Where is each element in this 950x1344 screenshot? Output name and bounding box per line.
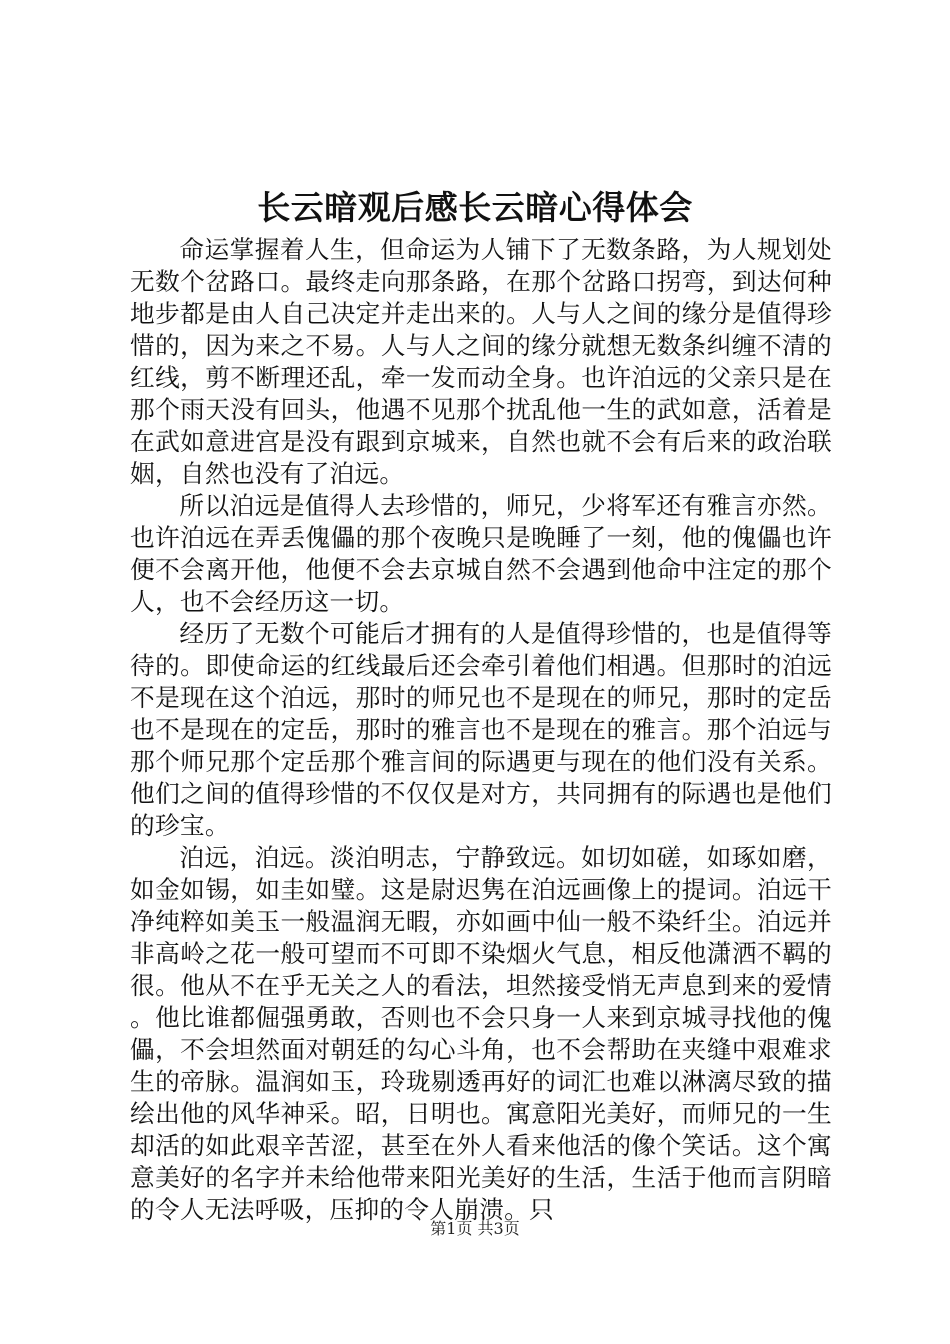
document-title: 长云暗观后感长云暗心得体会 (257, 188, 693, 227)
paragraph-2: 所以泊远是值得人去珍惜的，师兄，少将军还有雅言亦然。也许泊远在弄丢傀儡的那个夜晚只是晚睡了一刻，他的傀儡也许便不会离开他，他便不会去京城自然不会遇到他命中注定的那个人，也不会经历这一切。 (130, 491, 832, 616)
paragraph-3: 经历了无数个可能后才拥有的人是值得珍惜的，也是值得等待的。即使命运的红线最后还会牵引着他们相遇。但那时的泊远不是现在这个泊远，那时的师兄也不是现在的师兄，那时的定岳也不是现在的定岳，那时的雅言也不是现在的雅言。那个泊远与那个师兄那个定岳那个雅言间的际遇更与现在的他们没有关系。他们之间的值得珍惜的不仅仅是对方，共同拥有的际遇也是他们的珍宝。 (130, 619, 832, 840)
paragraph-4: 泊远，泊远。淡泊明志，宁静致远。如切如磋，如琢如磨，如金如锡，如圭如璧。这是尉迟隽在泊远画像上的提词。泊远干净纯粹如美玉一般温润无暇，亦如画中仙一般不染纤尘。泊远并非高岭之花一般可望而不可即不染烟火气息，相反他潇洒不羁的很。他从不在乎无关之人的看法，坦然接受悄无声息到来的爱情。他比谁都倔强勇敢，否则也不会只身一人来到京城寻找他的傀儡，不会坦然面对朝廷的勾心斗角，也不会帮助在夹缝中艰难求生的帝脉。温润如玉，玲珑剔透再好的词汇也难以淋漓尽致的描绘出他的风华神采。昭，日明也。寓意阳光美好，而师兄的一生却活的如此艰辛苦涩，甚至在外人看来他活的像个笑话。这个寓意美好的名字并未给他带来阳光美好的生活，生活于他而言阴暗的令人无法呼吸，压抑的令人崩溃。只 (130, 843, 832, 1224)
document-body (130, 234, 832, 1226)
page-footer: 第1页 共3页 (430, 1219, 520, 1238)
paragraph-1: 命运掌握着人生，但命运为人铺下了无数条路，为人规划处无数个岔路口。最终走向那条路，在那个岔路口拐弯，到达何种地步都是由人自己决定并走出来的。人与人之间的缘分是值得珍惜的，因为来之不易。人与人之间的缘分就想无数条纠缠不清的红线，剪不断理还乱，牵一发而动全身。也许泊远的父亲只是在那个雨天没有回头，他遇不见那个扰乱他一生的武如意，活着是在武如意进宫是没有跟到京城来，自然也就不会有后来的政治联姻，自然也没有了泊远。 (130, 235, 832, 488)
